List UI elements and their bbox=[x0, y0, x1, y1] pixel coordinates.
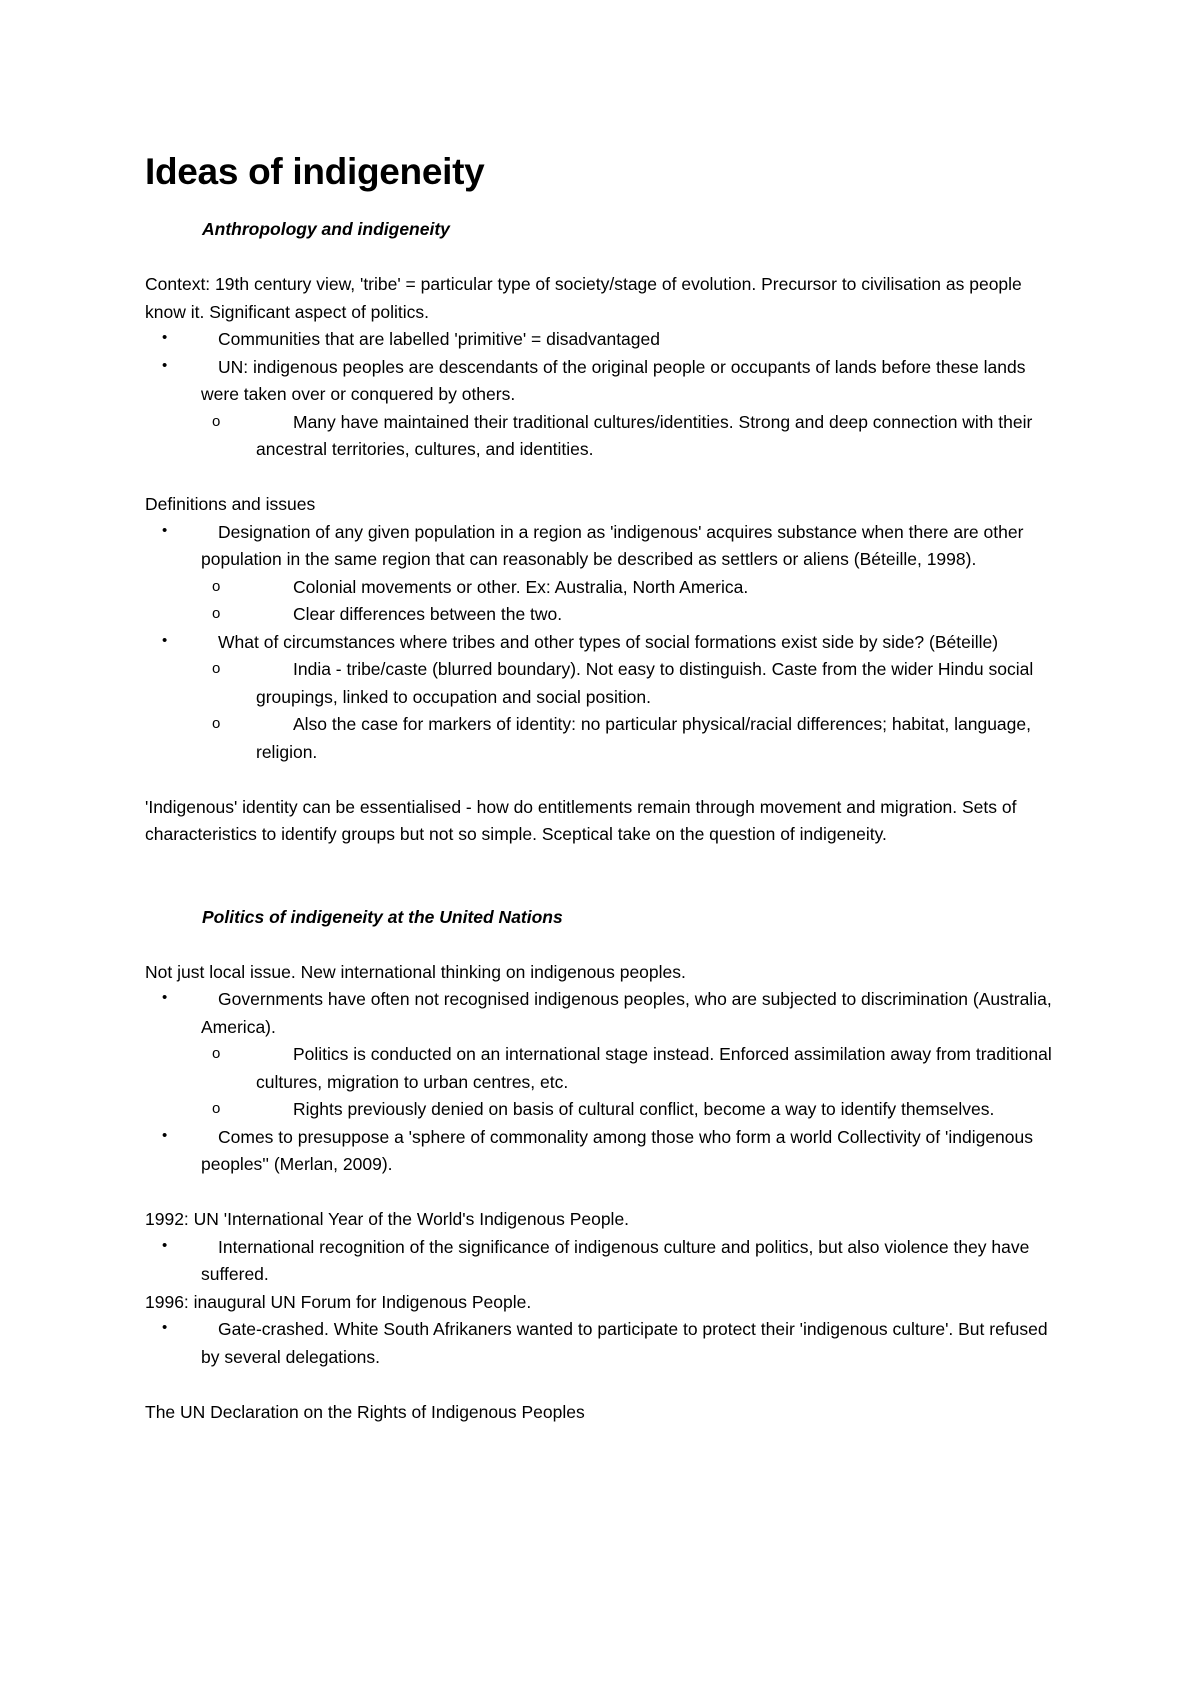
document-body bbox=[145, 150, 1065, 1426]
context-paragraph: Context: 19th century view, 'tribe' = particular type of society/stage of evolution. Precursor to civilisation as people know it. Significant aspect of politics. bbox=[145, 274, 1022, 322]
sub-list-item: o Rights previously denied on basis of cultural conflict, become a way to identify themselves. bbox=[195, 1096, 1065, 1124]
sub-bullet-icon: o bbox=[212, 660, 221, 677]
definitions-label: Definitions and issues bbox=[145, 494, 316, 514]
sub-list-item: o India - tribe/caste (blurred boundary). Not easy to distinguish. Caste from the wider Hindu social groupings, linked to occupation and social position. bbox=[195, 656, 1065, 711]
definitions-sub-list bbox=[201, 574, 1065, 629]
list-item: • UN: indigenous peoples are descendants of the original people or occupants of lands before these lands were taken over or conquered by others. o Many have maintained their traditional cultures/identities. Strong and deep connection with their ancestral territories, cultures, and identities. bbox=[145, 354, 1065, 464]
anthropology-bullet-list bbox=[145, 326, 1065, 464]
politics-intro: Not just local issue. New international thinking on indigenous peoples. bbox=[145, 961, 686, 982]
bullet-icon: • bbox=[162, 1319, 168, 1336]
sub-list-item: o Colonial movements or other. Ex: Australia, North America. bbox=[195, 574, 1065, 602]
list-item: • Designation of any given population in a region as 'indigenous' acquires substance when there are other population in the same region that can reasonably be described as settlers or aliens (Béteille, 1998). o Colonial movements or other. Ex: Australia, North America. o Clear differences between the two. bbox=[145, 519, 1065, 629]
sub-list-item: o Many have maintained their traditional cultures/identities. Strong and deep connection with their ancestral territories, cultures, and identities. bbox=[195, 409, 1065, 464]
bullet-icon: • bbox=[162, 521, 168, 539]
section-heading-politics: Politics of indigeneity at the United Nations bbox=[202, 906, 563, 927]
sub-list-item: o Politics is conducted on an international stage instead. Enforced assimilation away from traditional cultures, migration to urban centres, etc. bbox=[195, 1041, 1065, 1096]
closing-paragraph: 'Indigenous' identity can be essentialised - how do entitlements remain through movement and migration. Sets of characteristics to identify groups but not so simple. Sceptical take on the question of indigeneity. bbox=[145, 796, 1017, 844]
politics-sub-list bbox=[201, 1041, 1065, 1124]
bullet-icon: • bbox=[162, 631, 168, 649]
year-1992-entry: 1992: UN 'International Year of the World's Indigenous People. bbox=[145, 1209, 630, 1229]
bullet-icon: • bbox=[162, 1126, 168, 1144]
sub-bullet-icon: o bbox=[212, 1045, 221, 1062]
year-1996-entry: 1996: inaugural UN Forum for Indigenous People. bbox=[145, 1291, 532, 1312]
year-1992-bullet-list bbox=[145, 1234, 1065, 1289]
section-heading-anthropology: Anthropology and indigeneity bbox=[202, 219, 450, 239]
list-item: • Gate-crashed. White South Afrikaners wanted to participate to protect their 'indigenous culture'. But refused by several delegations. bbox=[145, 1316, 1065, 1371]
bullet-icon: • bbox=[162, 989, 168, 1006]
page-title: Ideas of indigeneity bbox=[145, 151, 485, 192]
list-item: • Communities that are labelled 'primitive' = disadvantaged bbox=[145, 326, 1065, 354]
list-item: • Governments have often not recognised indigenous peoples, who are subjected to discrimination (Australia, America). o Politics is conducted on an international stage instead. Enforced assimilation away from traditional cultures, migration to urban centres, etc. o Rights previously denied on basis of cultural conflict, become a way to identify themselves. bbox=[145, 986, 1065, 1124]
bullet-icon: • bbox=[162, 1236, 168, 1254]
bullet-icon: • bbox=[162, 356, 168, 374]
list-item: • International recognition of the significance of indigenous culture and politics, but also violence they have suffered. bbox=[145, 1234, 1065, 1289]
sub-list-item: o Also the case for markers of identity: no particular physical/racial differences; habitat, language, religion. bbox=[195, 711, 1065, 766]
anthropology-sub-list bbox=[201, 409, 1065, 464]
sub-bullet-icon: o bbox=[212, 577, 221, 595]
definitions-bullet-list bbox=[145, 519, 1065, 767]
politics-bullet-list bbox=[145, 986, 1065, 1179]
sub-bullet-icon: o bbox=[212, 1100, 221, 1117]
bullet-icon: • bbox=[162, 329, 168, 346]
list-item: • What of circumstances where tribes and other types of social formations exist side by side? (Béteille) o India - tribe/caste (blurred boundary). Not easy to distinguish. Caste from the wider Hindu social groupings, linked to occupation and social position. o Also the case for markers of identity: no particular physical/racial differences; habitat, language, religion. bbox=[145, 629, 1065, 767]
sub-bullet-icon: o bbox=[212, 715, 221, 732]
list-item: • Comes to presuppose a 'sphere of commonality among those who form a world Collectivity of 'indigenous peoples'' (Merlan, 2009). bbox=[145, 1124, 1065, 1179]
year-1996-bullet-list bbox=[145, 1316, 1065, 1371]
sub-bullet-icon: o bbox=[212, 605, 221, 622]
declaration-heading: The UN Declaration on the Rights of Indigenous Peoples bbox=[145, 1401, 585, 1422]
sub-bullet-icon: o bbox=[212, 412, 221, 430]
sub-list-item: o Clear differences between the two. bbox=[195, 601, 1065, 629]
definitions-sub-list bbox=[201, 656, 1065, 766]
